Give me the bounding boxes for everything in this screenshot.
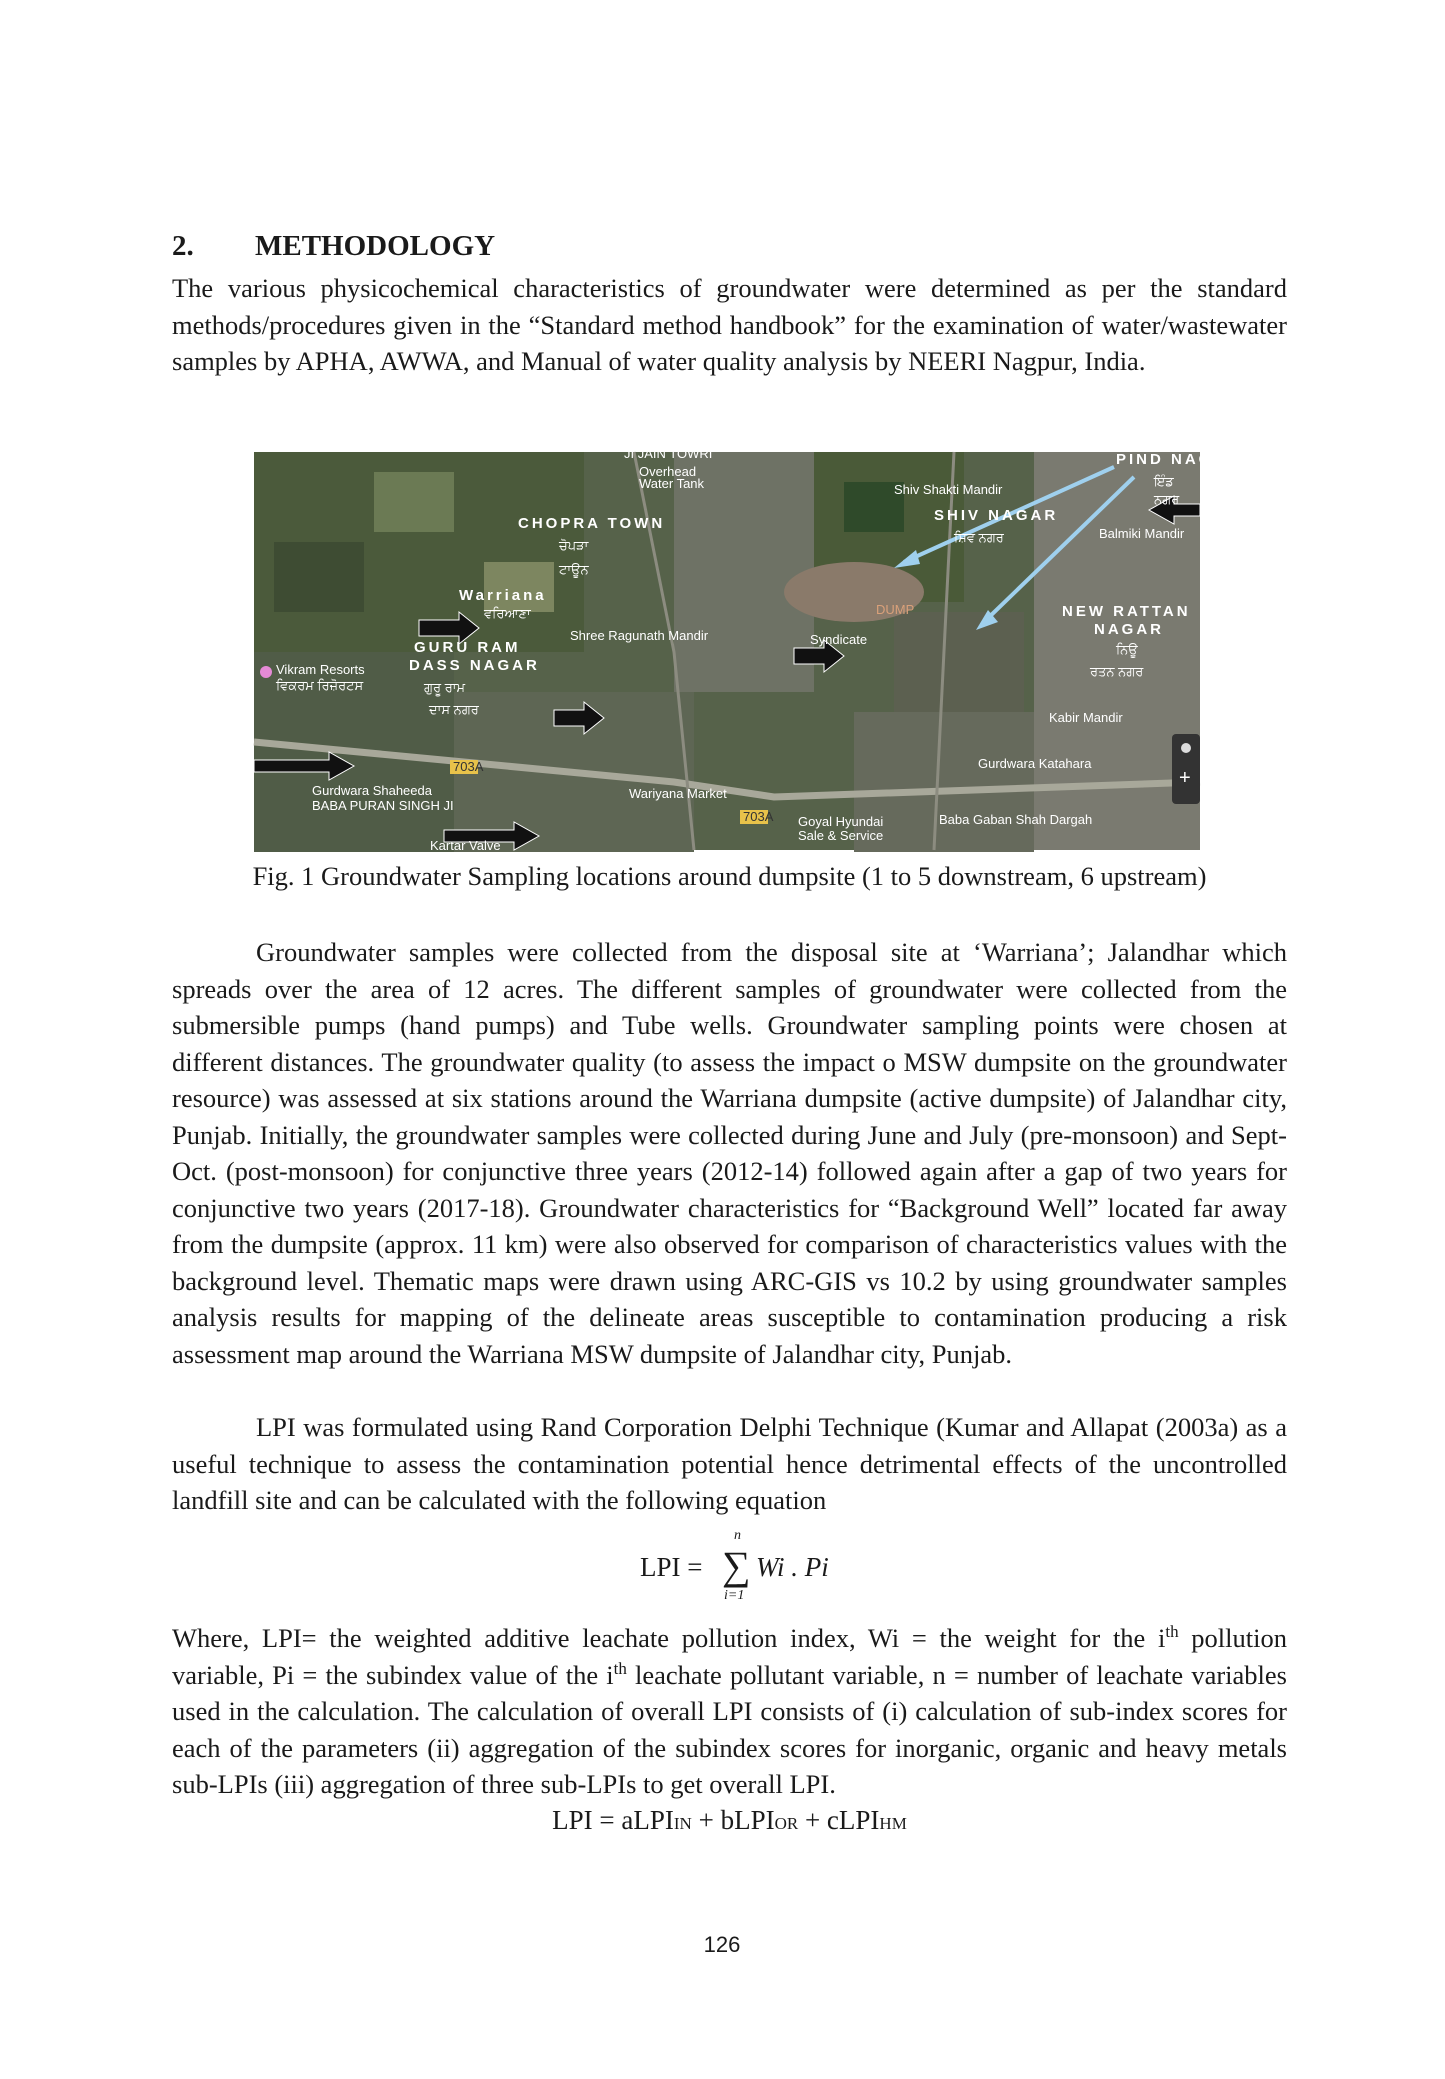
map-label-pind-g1: ਇੰਡ [1154,474,1174,489]
zoom-in-icon[interactable]: + [1179,767,1191,789]
definitions-text-b: pollution variable, Pi = the subindex value of the i [172,1623,1288,1690]
map-label-chopra-g1: ਚੋਪੜਾ [559,538,589,553]
paragraph-lpi [172,1409,1287,1519]
map-label-guru-g1: ਗੁਰੂ ਰਾਮ [424,680,466,695]
definitions-text-c: leachate pollutant variable, n = number of leachate variables used in the calculation. The calculation of overall LPI consists of (i) calculation of sub-index scores for each of the parameters (ii) aggregation of the subindex scores for inorganic, organic and heavy metals sub-LPIs (iii) aggregation of three sub-LPIs to get overall LPI. [172,1659,1287,1799]
map-label-shiv-nagar-g: ਸ਼ਿਵ ਨਗਰ [954,530,1004,545]
equation-sigma: ∑ [722,1543,751,1588]
paragraph-sampling [172,934,1287,1372]
map-label-warriana: Warriana [459,587,547,604]
page-number: 126 [703,1932,741,1957]
equation-lpi [640,1528,1040,1610]
paragraph-definitions [172,1620,1287,1803]
map-label-dump: DUMP [876,602,915,617]
map-label-vikram-g: ਵਿਕਰਮ ਰਿਜ਼ੋਰਟਸ [276,678,364,693]
map-label-chopra: CHOPRA TOWN [518,515,666,532]
satellite-map [254,446,1214,853]
paragraph-lpi-text: LPI was formulated using Rand Corporation Delphi Technique (Kumar and Allapat (2003a) as a useful technique to assess the contamination potential hence detrimental effects of the uncontrolled landfill site and can be calculated with the following equation [172,1412,1287,1515]
eq2-lhs: LPI = aLPI [552,1805,674,1835]
map-label-chopra-g2: ਟਾਊਨ [559,562,589,577]
eq2-sub-in: IN [673,1814,692,1833]
paragraph-sampling-text: Groundwater samples were collected from the disposal site at ‘Warriana’; Jalandhar which spreads over the area of 12 acres. The different samples of groundwater were collected from the submersible pumps (hand pumps) and Tube wells. Groundwater sampling points were chosen at different distances. The groundwater quality (to assess the impact o MSW dumpsite on the groundwater resource) was assessed at six stations around the Warriana dumpsite (active dumpsite) of Jalandhar city, Punjab. Initially, the groundwater samples were collected during June and July (pre-monsoon) and Sept-Oct. (post-monsoon) for conjunctive three years (2012-14) followed again after a gap of two years for conjunctive two years (2017-18). Groundwater characteristics for “Background Well” located far away from the dumpsite (approx. 11 km) were also observed for comparison of characteristics values with the background level. Thematic maps were drawn using ARC-GIS vs 10.2 by using groundwater samples analysis results for mapping of the delineate areas susceptible to contamination producing a risk assessment map around the Warriana MSW dumpsite of Jalandhar city, Punjab. [172,937,1287,1369]
map-label-kartar: Kartar Valve [430,838,501,853]
map-label-shaheeda-1: Gurdwara Shaheeda [312,783,432,798]
map-label-overhead-1: Overhead [639,464,697,479]
map-label-road-1: 703A [453,759,484,774]
equation-body: Wi . Pi [756,1552,829,1582]
map-figure [254,446,1214,853]
map-label-guru-ram-1: GURU RAM [414,639,521,656]
map-label-road-2: 703A [743,809,774,824]
figure-caption: Fig. 1 Groundwater Sampling locations around dumpsite (1 to 5 downstream, 6 upstream) [252,861,1207,891]
map-pin-icon [260,666,272,678]
map-label-kabir: Kabir Mandir [1049,710,1123,725]
map-label-new-rattan-g1: ਨਿਊ [1116,642,1138,657]
map-label-goyal-2: Sale & Service [798,828,884,843]
map-label-balmiki: Balmiki Mandir [1099,526,1185,541]
map-label-guru-ram-2: DASS NAGAR [409,657,540,674]
map-label-new-rattan-g2: ਰਤਨ ਨਗਰ [1090,664,1144,679]
location-icon[interactable] [1181,743,1191,753]
map-label-top: JI JAIN TOWRI [624,446,713,461]
eq2-mid2: + cLPI [798,1805,880,1835]
section-heading [172,230,1287,263]
map-label-pind-nag: PIND NAG [1116,451,1214,468]
map-label-warriana-g: ਵਰਿਆਣਾ [484,606,531,621]
map-label-shaheeda-2: BABA PURAN SINGH JI [312,798,454,813]
map-label-pind-g2: ਨਗਰ [1154,492,1180,507]
map-label-new-rattan-1: NEW RATTAN [1062,603,1191,620]
eq2-mid1: + bLPI [691,1805,775,1835]
equation-lhs: LPI = [640,1552,703,1582]
section-number: 2. [172,230,194,262]
section-title: METHODOLOGY [255,230,496,262]
map-label-new-rattan-2: NAGAR [1094,621,1164,638]
superscript-th: th [1165,1622,1179,1642]
map-label-vikram: Vikram Resorts [276,662,365,677]
equation-lower-limit: i=1 [724,1588,745,1603]
map-label-shiv-shakti: Shiv Shakti Mandir [894,482,1003,497]
map-label-goyal-1: Goyal Hyundai [798,814,884,829]
equation-overall-lpi [172,1805,1287,1836]
map-label-guru-g2: ਦਾਸ ਨਗਰ [429,702,479,717]
map-label-katahara: Gurdwara Katahara [978,756,1092,771]
map-label-syndicate: Syndicate [810,632,868,647]
superscript-th: th [613,1658,627,1678]
map-label-wariyana-market: Wariyana Market [629,786,727,801]
map-label-ragunath: Shree Ragunath Mandir [570,628,709,643]
equation-upper-limit: n [734,1528,741,1543]
map-label-overhead-2: Water Tank [639,476,705,491]
map-label-shiv-nagar: SHIV NAGAR [934,507,1059,524]
definitions-text-a: Where, LPI= the weighted additive leachate pollution index, Wi = the weight for the i [172,1623,1166,1653]
paragraph-methods: The various physicochemical characteristics of groundwater were determined as per the standard methods/procedures given in the “Standard method handbook” for the examination of water/wastewater samples by APHA, AWWA, and Manual of water quality analysis by NEERI Nagpur, India. [172,273,1287,376]
eq2-sub-or: OR [774,1814,799,1833]
map-label-gaban: Baba Gaban Shah Dargah [939,812,1093,827]
eq2-sub-hm: HM [879,1814,907,1833]
